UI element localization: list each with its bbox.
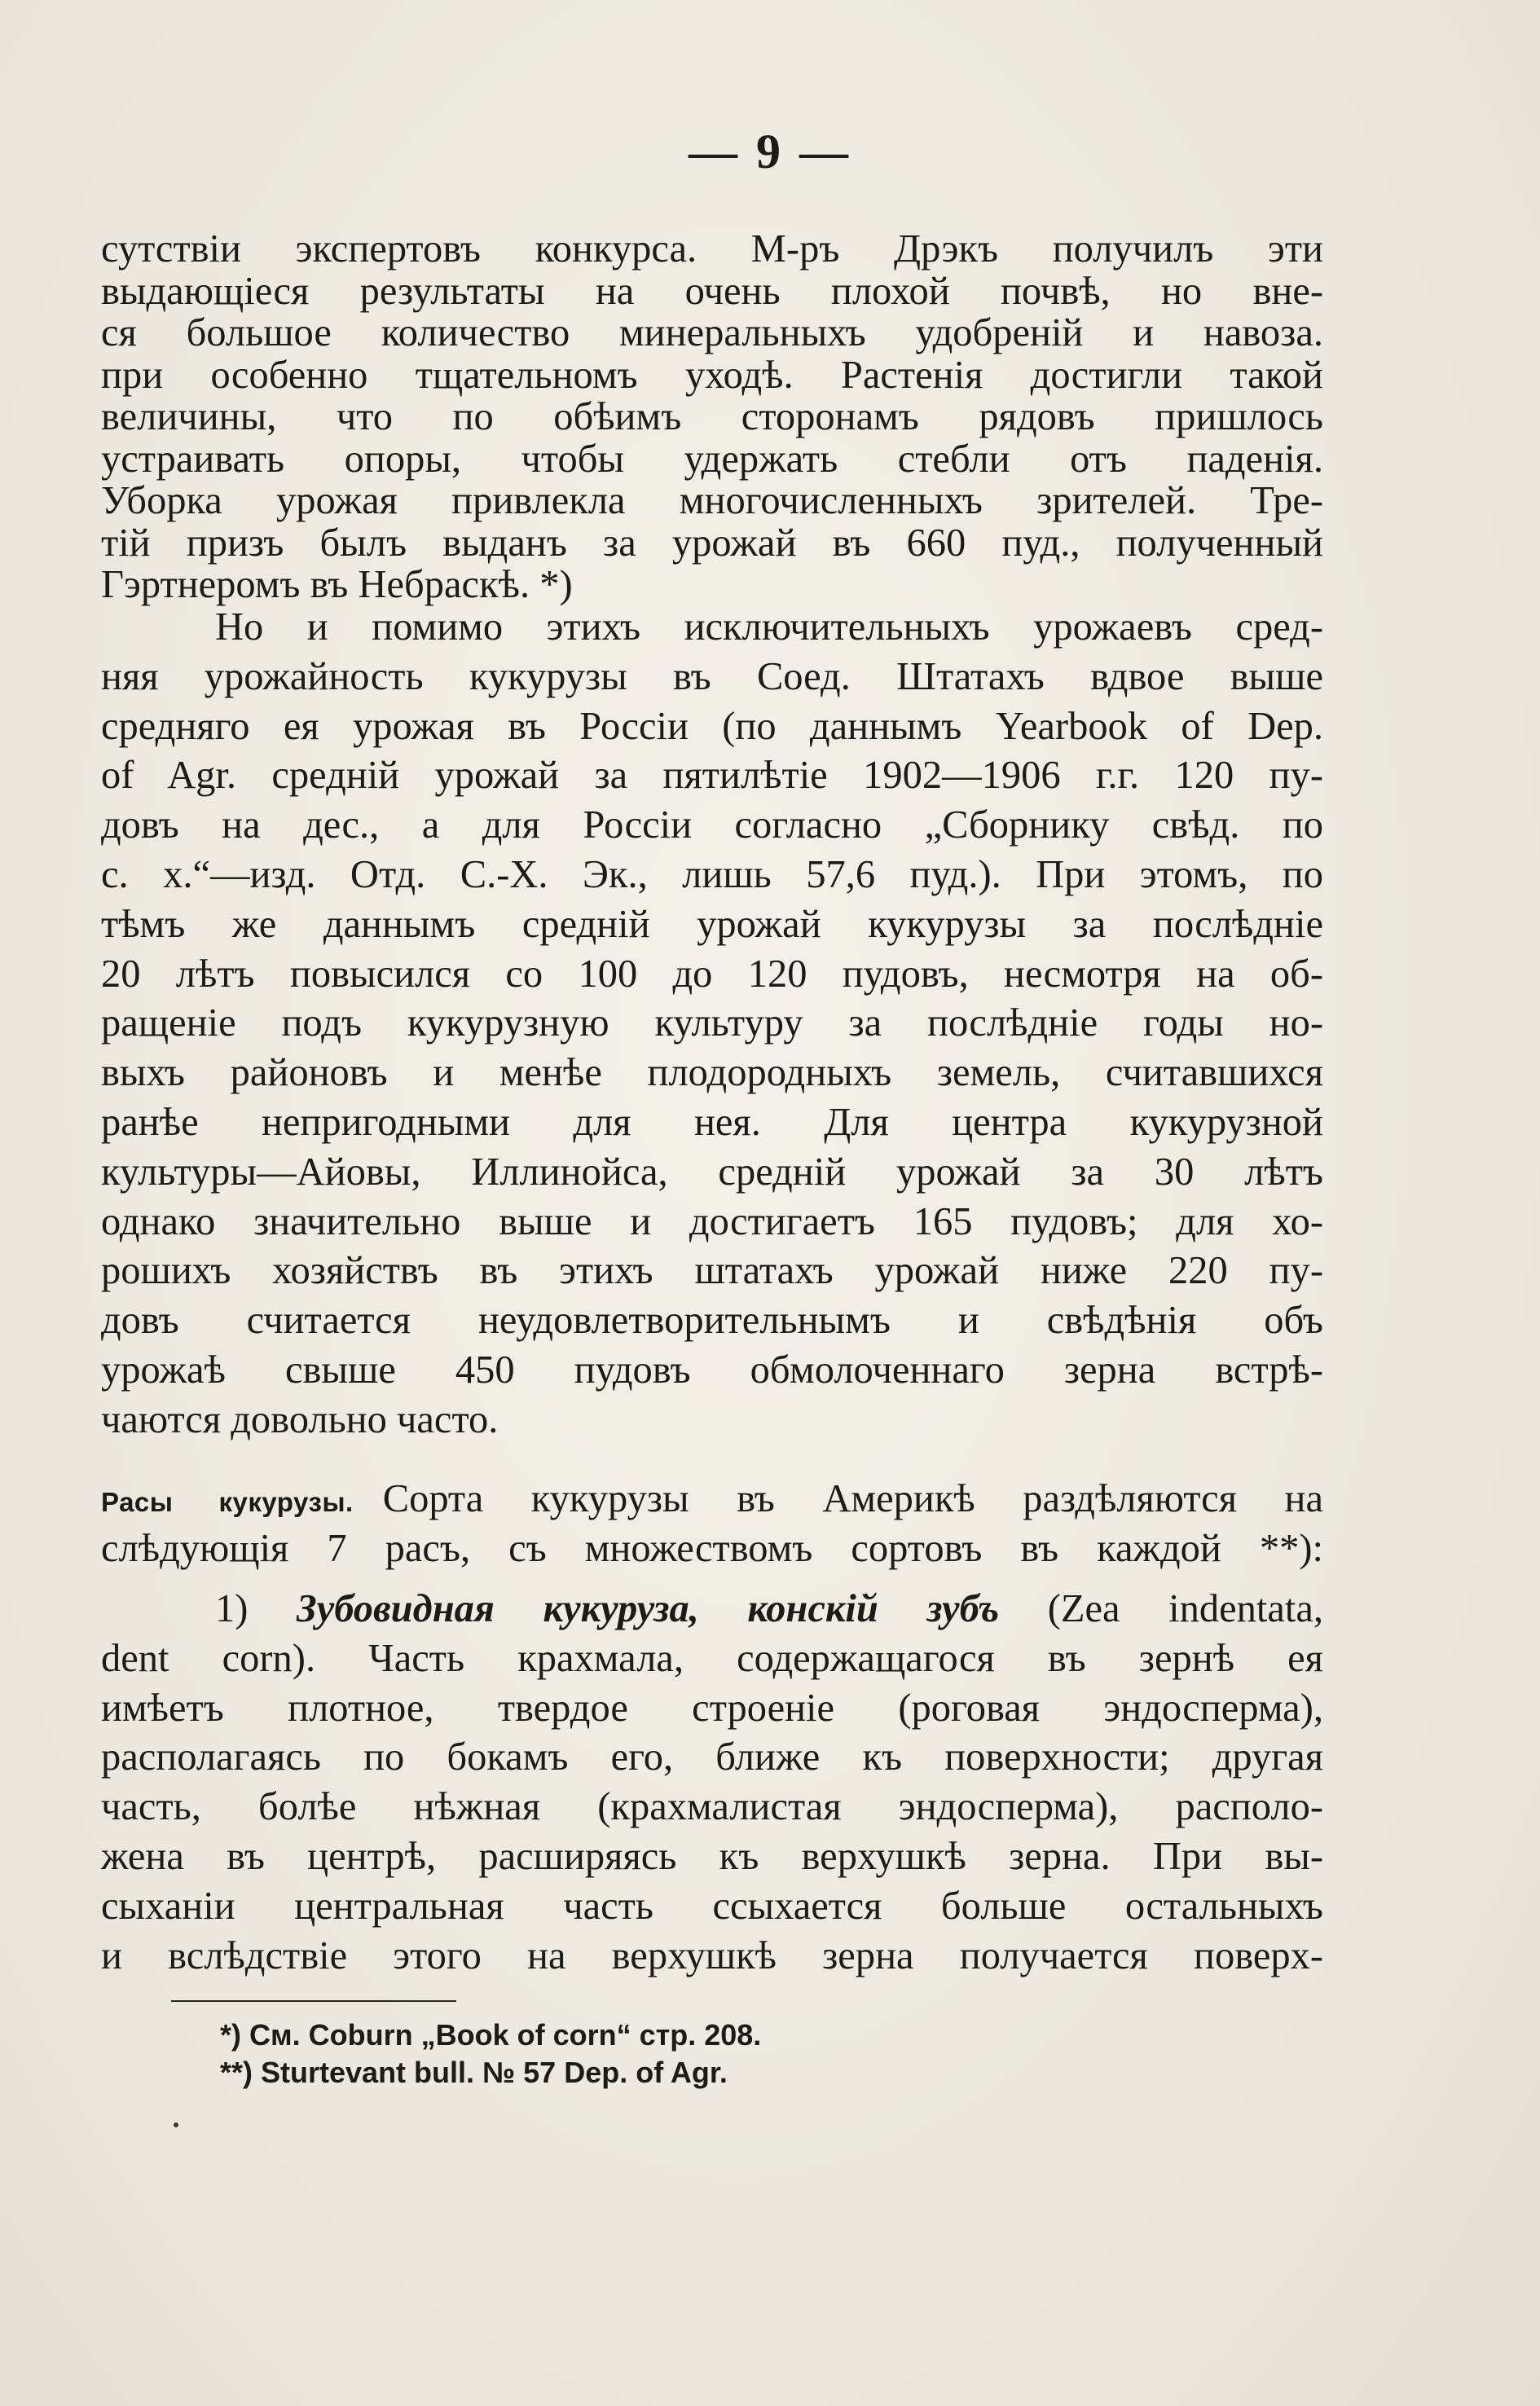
text-line: при особенно тщательномъ уходѣ. Растенія достигли такой bbox=[101, 353, 1323, 397]
text-line: Гэртнеромъ въ Небраскѣ. *) bbox=[101, 563, 573, 606]
text-line: довъ на дес., а для Россіи согласно „Сборнику свѣд. по bbox=[101, 803, 1323, 847]
paragraph-average-yield bbox=[101, 603, 1323, 1445]
text-line: тѣмъ же даннымъ средній урожай кукурузы за послѣдніе bbox=[101, 902, 1323, 946]
text-line: и вслѣдствіе этого на верхушкѣ зерна получается поверх- bbox=[101, 1933, 1323, 1977]
text-line: однако значительно выше и достигаетъ 165 пудовъ; для хо- bbox=[101, 1199, 1323, 1243]
text-line: с. х.“—изд. Отд. С.-Х. Эк., лишь 57,6 пуд.). При этомъ, по bbox=[101, 852, 1323, 896]
text-line: выдающіеся результаты на очень плохой почвѣ, но вне- bbox=[101, 269, 1323, 313]
page-number: — 9 — bbox=[689, 125, 851, 178]
footnote: *) См. Coburn „Book of corn“ стр. 208. bbox=[220, 2018, 762, 2052]
text-line bbox=[101, 1475, 1323, 1524]
text-fragment: (Zea indentata, bbox=[1047, 1587, 1324, 1630]
text-line: рошихъ хозяйствъ въ этихъ штатахъ урожай ниже 220 пу- bbox=[101, 1249, 1323, 1293]
text-line: Уборка урожая привлекла многочисленныхъ зрителей. Тре- bbox=[101, 479, 1323, 522]
footnote: **) Sturtevant bull. № 57 Dep. of Agr. bbox=[220, 2056, 728, 2089]
text-line bbox=[101, 1585, 1323, 1634]
text-line: выхъ районовъ и менѣе плодородныхъ земель, считавшихся bbox=[101, 1051, 1323, 1095]
text-line: располагаясь по бокамъ его, ближе къ поверхности; другая bbox=[101, 1735, 1323, 1779]
text-line: of Agr. средній урожай за пятилѣтіе 1902—1906 г.г. 120 пу- bbox=[101, 754, 1323, 798]
text-line: имѣетъ плотное, твердое строеніе (роговая эндосперма), bbox=[101, 1686, 1323, 1730]
text-line: культуры—Айовы, Иллинойса, средній урожай за 30 лѣтъ bbox=[101, 1150, 1323, 1194]
text-line: урожаѣ свыше 450 пудовъ обмолоченнаго зерна встрѣ- bbox=[101, 1348, 1323, 1392]
paragraph-dent-corn bbox=[101, 1585, 1323, 1981]
text-line: устраивать опоры, чтобы удержать стебли отъ паденія. bbox=[101, 437, 1323, 481]
text-line: сутствіи экспертовъ конкурса. М-ръ Дрэкъ получилъ эти bbox=[101, 227, 1323, 271]
paragraph-contest-results bbox=[101, 228, 1323, 606]
text-line: Но и помимо этихъ исключительныхъ урожаевъ сред- bbox=[215, 605, 1323, 649]
text-line: ся большое количество минеральныхъ удобреній и навоза. bbox=[101, 311, 1323, 354]
footnote-rule bbox=[171, 2000, 456, 2002]
list-number: 1) bbox=[215, 1587, 249, 1630]
text-line: довъ считается неудовлетворительнымъ и свѣдѣнія объ bbox=[101, 1299, 1323, 1343]
text-line: величины, что по обѣимъ сторонамъ рядовъ пришлось bbox=[101, 395, 1323, 438]
text-fragment: Сорта кукурузы въ Америкѣ раздѣляются на bbox=[382, 1477, 1323, 1520]
paper-speck bbox=[174, 2122, 178, 2127]
text-line: няя урожайность кукурузы въ Соед. Штатахъ вдвое выше bbox=[101, 654, 1323, 698]
text-line: жена въ центрѣ, расширяясь къ верхушкѣ зерна. При вы- bbox=[101, 1834, 1323, 1878]
text-line: dent corn). Часть крахмала, содержащагося въ зернѣ ея bbox=[101, 1636, 1323, 1680]
side-heading: Расы кукурузы. bbox=[101, 1487, 354, 1517]
paragraph-corn-races bbox=[101, 1475, 1323, 1574]
text-line: средняго ея урожая въ Россіи (по даннымъ Yearbook of Dep. bbox=[101, 704, 1323, 748]
italic-title: Зубовидная кукуруза, конскій зубъ bbox=[297, 1587, 1000, 1630]
text-line: часть, болѣе нѣжная (крахмалистая эндосперма), располо- bbox=[101, 1785, 1323, 1829]
text-line: ранѣе непригодными для нея. Для центра кукурузной bbox=[101, 1100, 1323, 1144]
text-line: ращеніе подъ кукурузную культуру за послѣдніе годы но- bbox=[101, 1001, 1323, 1045]
text-line: чаются довольно часто. bbox=[101, 1397, 499, 1441]
text-line: слѣдующія 7 расъ, съ множествомъ сортовъ въ каждой **): bbox=[101, 1526, 1323, 1570]
text-line: 20 лѣтъ повысился со 100 до 120 пудовъ, несмотря на об- bbox=[101, 952, 1323, 996]
text-line: тій призъ былъ выданъ за урожай въ 660 пуд., полученный bbox=[101, 521, 1323, 565]
text-line: сыханіи центральная часть ссыхается больше остальныхъ bbox=[101, 1884, 1323, 1928]
